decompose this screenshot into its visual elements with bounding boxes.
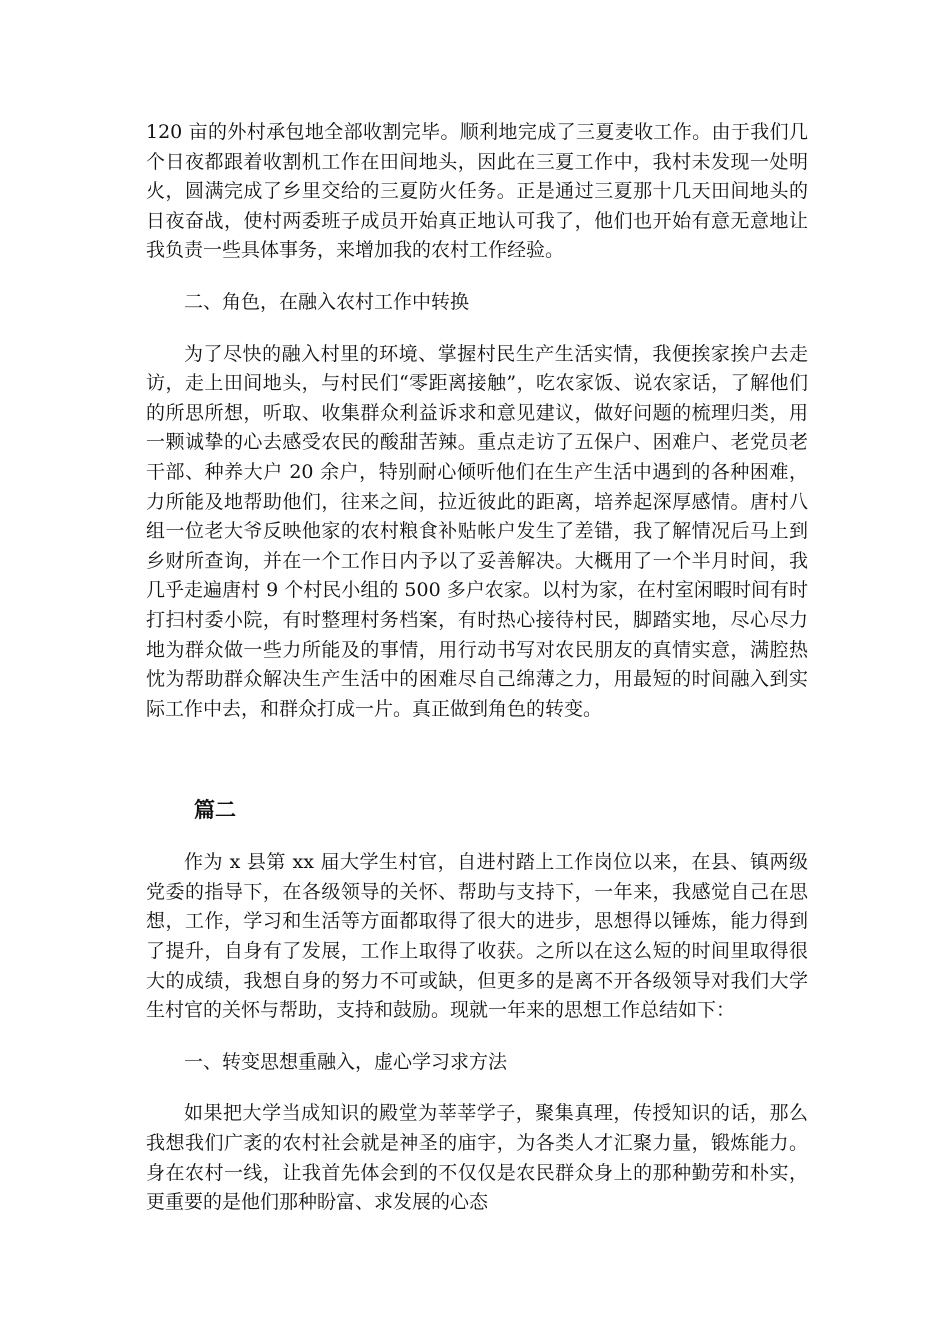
spacer: [146, 826, 808, 848]
spacer: [146, 318, 808, 340]
section-title: 篇二: [194, 798, 236, 823]
paragraph-intro: 作为 x 县第 xx 届大学生村官，自进村踏上工作岗位以来，在县、镇两级党委的指导下，在各级领导的关怀、帮助与支持下，一年来，我感觉自己在思想，工作，学习和生活等方面都取得了很大的进步，思想得以锤炼，能力得到了提升，自身有了发展，工作上取得了收获。之所以在这么短的时间里取得很大的成绩，我想自身的努力不可或缺，但更多的是离不开各级领导对我们大学生村官的关怀与帮助，支持和鼓励。现就一年来的思想工作总结如下：: [146, 851, 808, 1022]
subheading-change-thinking: 一、转变思想重融入，虚心学习求方法: [184, 1050, 508, 1073]
spacer: [146, 1077, 808, 1099]
paragraph-rural-learning: 如果把大学当成知识的殿堂为莘莘学子，聚集真理，传授知识的话，那么我想我们广袤的农村社会就是神圣的庙宇，为各类人才汇聚力量，锻炼能力。身在农村一线，让我首先体会到的不仅仅是农民群众身上的那种勤劳和朴实，更重要的是他们那种盼富、求发展的心态: [146, 1102, 808, 1214]
spacer: [146, 266, 808, 288]
subheading-role-change: 二、角色，在融入农村工作中转换: [184, 290, 470, 313]
spacer: [146, 1026, 808, 1048]
paragraph-harvest-summary: 120 亩的外村承包地全部收割完毕。顺利地完成了三夏麦收工作。由于我们几个日夜都跟着收割机工作在田间地头，因此在三夏工作中，我村未发现一处明火，圆满完成了乡里交给的三夏防火任务。正是通过三夏那十几天田间地头的日夜奋战，使村两委班子成员开始真正地认可我了，他们也开始有意无意地让我负责一些具体事务，来增加我的农村工作经验。: [146, 121, 808, 262]
spacer: [146, 724, 808, 794]
document-body: [146, 118, 808, 1218]
paragraph-village-visits: 为了尽快的融入村里的环境、掌握村民生产生活实情，我便挨家挨户去走访，走上田间地头，与村民们“零距离接触”，吃农家饭、说农家话，了解他们的所思所想，听取、收集群众利益诉求和意见建议，做好问题的梳理归类，用一颗诚挚的心去感受农民的酸甜苦辣。重点走访了五保户、困难户、老党员老干部、种养大户 20 余户，特别耐心倾听他们在生产生活中遇到的各种困难，力所能及地帮助他们，往来之间，拉近彼此的距离，培养起深厚感情。唐村八组一位老大爷反映他家的农村粮食补贴帐户发生了差错，我了解情况后马上到乡财所查询，并在一个工作日内予以了妥善解决。大概用了一个半月时间，我几乎走遍唐村 9 个村民小组的 500 多户农家。以村为家，在村室闲暇时间有时打扫村委小院，有时整理村务档案，有时热心接待村民，脚踏实地，尽心尽力地为群众做一些力所能及的事情，用行动书写对农民朋友的真情实意，满腔热忱为帮助群众解决生产生活中的困难尽自己绵薄之力，用最短的时间融入到实际工作中去，和群众打成一片。真正做到角色的转变。: [146, 342, 808, 720]
